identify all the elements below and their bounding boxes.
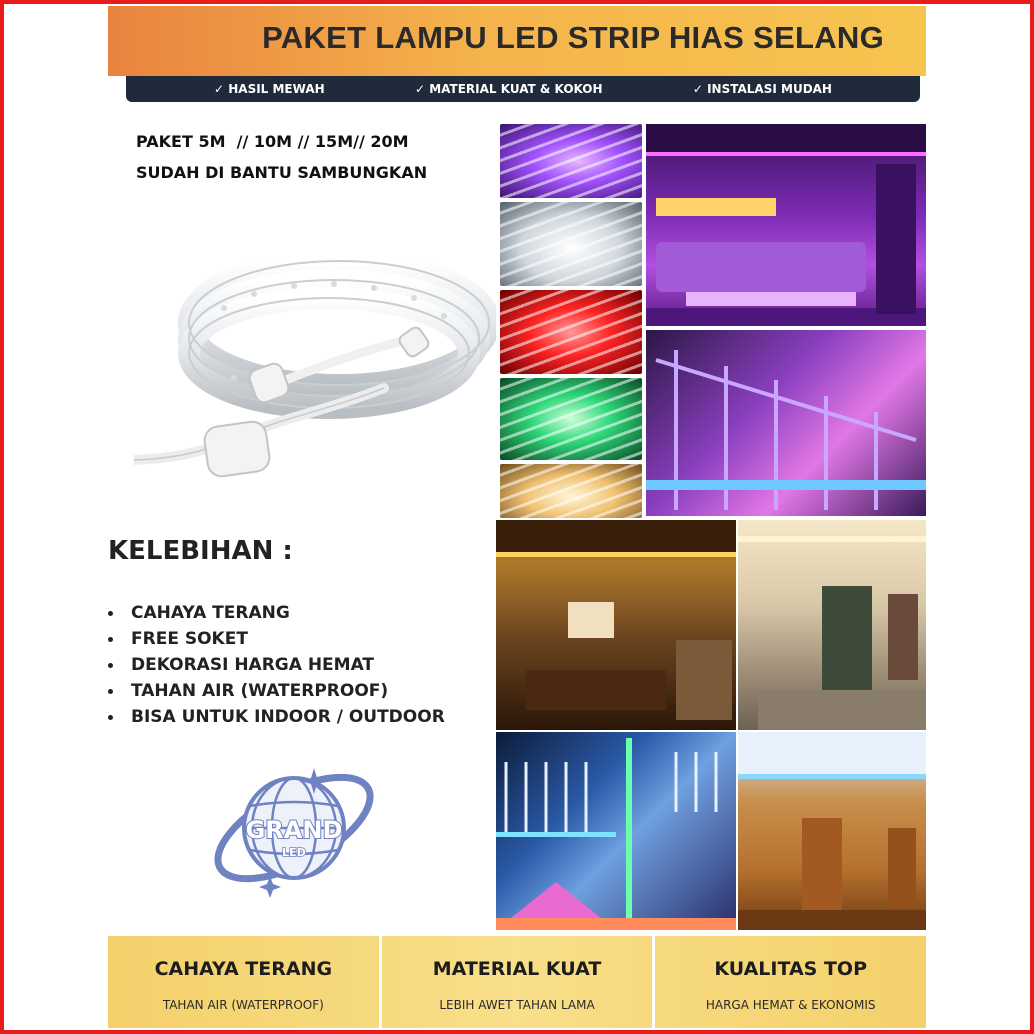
room-photo-stairs-purple [646, 330, 926, 516]
list-item: TAHAN AIR (WATERPROOF) [108, 678, 445, 704]
bullet-icon [108, 637, 113, 642]
bullet-icon [108, 689, 113, 694]
feature-subtext: HARGA HEMAT & EKONOMIS [705, 998, 876, 1012]
list-item: BISA UNTUK INDOOR / OUTDOOR [108, 704, 445, 730]
room-photo-hallway-light [738, 520, 926, 730]
feature-kualitas-top [652, 936, 926, 1028]
feature-subtext: TAHAN AIR (WATERPROOF) [162, 998, 324, 1012]
strip-swatch-green [500, 378, 642, 460]
strip-swatch-white [500, 202, 642, 286]
bullet-icon [108, 663, 113, 668]
bullet-icon [108, 611, 113, 616]
logo-word-led: LED [282, 846, 306, 859]
strip-swatch-red [500, 290, 642, 374]
logo-word-grand: GRAND [245, 816, 343, 844]
highlight-hasil-mewah: ✓ HASIL MEWAH [214, 82, 325, 96]
advantages-title: KELEBIHAN : [108, 536, 293, 566]
room-photo-warm-living [496, 520, 736, 730]
bottom-feature-panel [108, 936, 926, 1028]
feature-subtext: LEBIH AWET TAHAN LAMA [439, 998, 595, 1012]
room-photo-orange-corridor [738, 732, 926, 930]
package-note: SUDAH DI BANTU SAMBUNGKAN [136, 163, 428, 182]
bullet-icon [108, 715, 113, 720]
highlight-material-kuat: ✓ MATERIAL KUAT & KOKOH [415, 82, 603, 96]
banner-title: PAKET LAMPU LED STRIP HIAS SELANG [262, 20, 884, 55]
header-banner [108, 6, 926, 76]
room-photo-stairs-blue [496, 732, 736, 930]
led-hose-product-image [134, 228, 496, 478]
feature-heading: MATERIAL KUAT [432, 958, 602, 980]
strip-swatch-purple [500, 124, 642, 198]
highlight-instalasi-mudah: ✓ INSTALASI MUDAH [692, 82, 832, 96]
highlights-bar [126, 76, 920, 102]
strip-swatch-warm-white [500, 464, 642, 518]
feature-heading: CAHAYA TERANG [154, 958, 333, 980]
feature-material-kuat [379, 936, 653, 1028]
list-item: DEKORASI HARGA HEMAT [108, 652, 445, 678]
feature-heading: KUALITAS TOP [714, 958, 867, 980]
package-sizes: PAKET 5M // 10M // 15M// 20M [136, 132, 409, 151]
list-item: CAHAYA TERANG [108, 600, 445, 626]
grand-led-logo [204, 758, 384, 898]
list-item: FREE SOKET [108, 626, 445, 652]
package-info [136, 126, 427, 188]
advantages-list [108, 600, 445, 730]
feature-cahaya-terang [108, 936, 379, 1028]
room-photo-purple-living [646, 124, 926, 326]
